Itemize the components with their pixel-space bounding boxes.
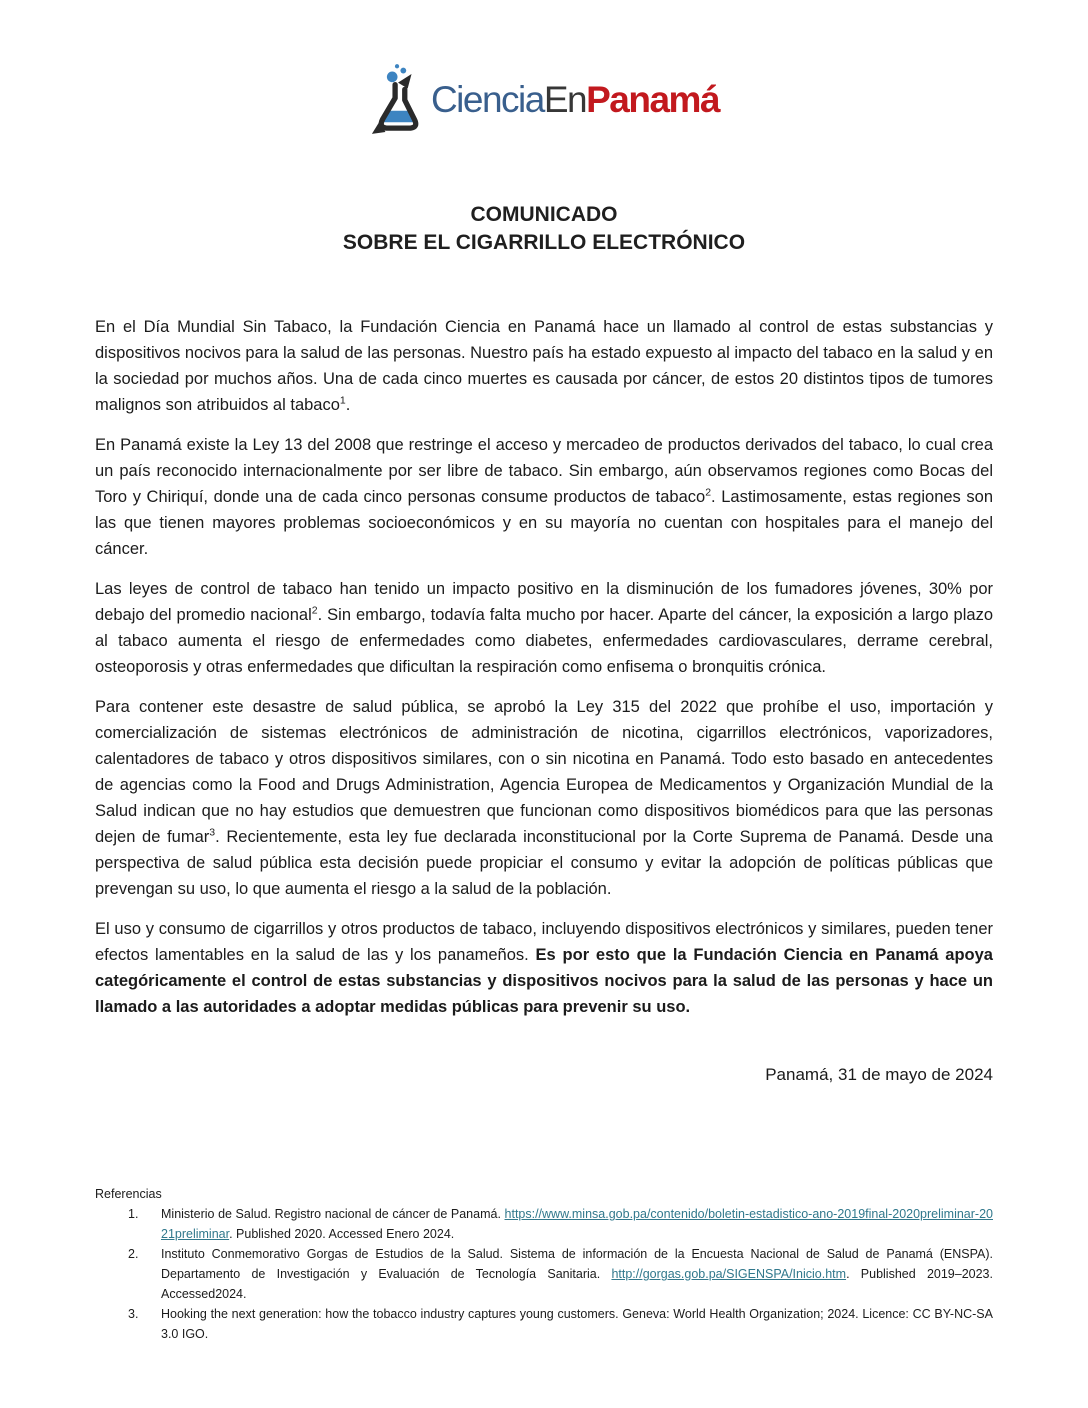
paragraph-text: En el Día Mundial Sin Tabaco, la Fundación Ciencia en Panamá hace un llamado al control de estas substancias y dispositivos nocivos para la salud de las personas. Nuestro país ha estado expuesto al impacto del tabaco en la salud y en la sociedad por muchos años. Una de cada cinco muertes es causada por cáncer, de estos 20 distintos tipos de tumores malignos son atribuidos al tabaco [95,318,993,414]
logo-text [430,78,720,124]
paragraph-2 [95,432,993,562]
footnote-marker: 3 [209,826,216,839]
date-line: Panamá, 31 de mayo de 2024 [765,1065,993,1084]
logo-word-ciencia: Ciencia [430,78,544,120]
references-heading: Referencias [95,1187,162,1201]
reference-link[interactable]: http://gorgas.gob.pa/SIGENSPA/Inicio.htm [611,1267,847,1281]
reference-item-2 [95,1244,993,1304]
footnote-marker: 2 [705,486,712,499]
paragraph-text: . Sin embargo, todavía falta mucho por hacer. Aparte del cáncer, la exposición a largo plazo al tabaco aumenta el riesgo de enfermedades como diabetes, enfermedades cardiovasculares, derrame cerebral, osteoporosis y otras enfermedades que dificultan la respiración como enfisema o bronquitis crónica. [95,606,993,676]
paragraph-text: . Recientemente, esta ley fue declarada inconstitucional por la Corte Suprema de Panamá. Desde una perspectiva de salud pública esta decisión puede propiciar el consumo y evitar la adopción de políticas públicas que prevengan su uso, lo que aumenta el riesgo a la salud de la población. [95,828,993,898]
reference-link[interactable]: https://www.minsa.gob.pa/contenido/boletin-estadistico-ano-2019final-2020preliminar-2021preliminar [161,1207,993,1241]
document-title [95,201,993,257]
reference-text: Instituto Conmemorativo Gorgas de Estudios de la Salud. Sistema de información de la Encuesta Nacional de Salud de Panamá (ENSPA). Departamento de Investigación y Evaluación de Tecnología Sanitaria. [161,1247,993,1281]
reference-number: 3. [128,1307,139,1321]
emphasized-statement: Es por esto que la Fundación Ciencia en Panamá apoya categóricamente el control de estas substancias y dispositivos nocivos para la salud de las personas y hace un llamado a las autoridades a adoptar medidas públicas para prevenir su uso. [95,946,993,1016]
reference-text: . Published 2020. Accessed Enero 2024. [229,1227,455,1241]
reference-item-1 [95,1204,993,1244]
logo [95,0,993,144]
body-paragraphs [95,314,993,1020]
references-section [95,1184,993,1344]
logo-word-en: En [543,78,587,120]
footnote-marker: 2 [311,604,318,617]
title-line-2: SOBRE EL CIGARRILLO ELECTRÓNICO [342,231,746,254]
reference-list [95,1204,993,1344]
paragraph-text: El uso y consumo de cigarrillos y otros productos de tabaco, incluyendo dispositivos electrónicos y similares, pueden tener efectos lamentables en la salud de las y los panameños. [95,920,993,964]
paragraph-3 [95,576,993,680]
paragraph-4 [95,694,993,902]
reference-text: . Published 2019–2023. Accessed2024. [161,1267,993,1301]
paragraph-1 [95,314,993,418]
flask-icon [369,60,427,144]
footnote-marker: 1 [339,394,346,407]
title-line-1: COMUNICADO [470,203,618,226]
reference-number: 2. [128,1247,139,1261]
reference-text: Hooking the next generation: how the tobacco industry captures young customers. Geneva: World Health Organization; 2024. Licence: CC BY-NC-SA 3.0 IGO. [161,1307,993,1341]
paragraph-text: . [345,396,351,414]
reference-number: 1. [128,1207,139,1221]
reference-text: Ministerio de Salud. Registro nacional de cáncer de Panamá. [161,1207,505,1221]
paragraph-text: En Panamá existe la Ley 13 del 2008 que restringe el acceso y mercadeo de productos derivados del tabaco, lo cual crea un país reconocido internacionalmente por ser libre de tabaco. Sin embargo, aún observamos regiones como Bocas del Toro y Chiriquí, donde una de cada cinco personas consume productos de tabaco [95,436,993,506]
paragraph-text: . Lastimosamente, estas regiones son las que tienen mayores problemas socioeconómicos y en su mayoría no cuentan con hospitales para el manejo del cáncer. [95,488,993,558]
paragraph-text: Las leyes de control de tabaco han tenido un impacto positivo en la disminución de los fumadores jóvenes, 30% por debajo del promedio nacional [95,580,993,624]
paragraph-text: Para contener este desastre de salud pública, se aprobó la Ley 315 del 2022 que prohíbe el uso, importación y comercialización de sistemas electrónicos de administración de nicotina, cigarrillos electrónicos, vaporizadores, calentadores de tabaco y otros dispositivos similares, con o sin nicotina en Panamá. Todo esto basado en antecedentes de agencias como la Food and Drugs Administration, Agencia Europea de Medicamentos y Organización Mundial de la Salud indican que no hay estudios que demuestren que funcionan como dispositivos biomédicos para que las personas dejen de fumar [95,698,993,846]
logo-word-panama: Panamá [586,78,720,120]
reference-item-3 [95,1304,993,1344]
paragraph-5 [95,916,993,1020]
